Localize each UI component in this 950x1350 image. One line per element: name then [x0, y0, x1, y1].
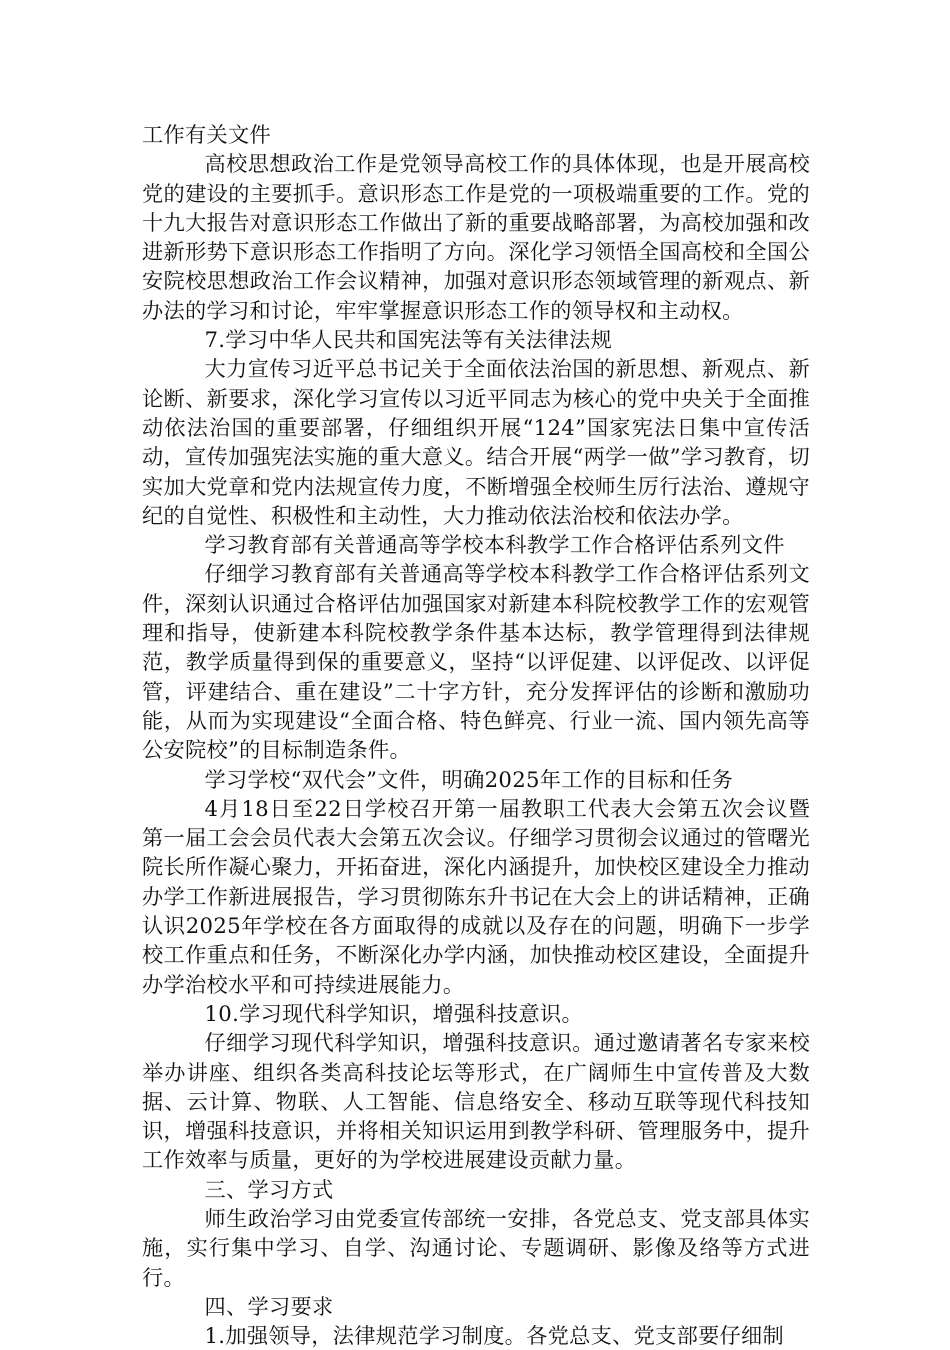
paragraph-body: 仔细学习教育部有关普通高等学校本科教学工作合格评估系列文件，深刻认识通过合格评估加强国家对新建本科院校教学工作的宏观管理和指导，使新建本科院校教学条件基本达标，教学管理得到法律规范，教学质量得到保的重要意义，坚持“以评促建、以评促改、以评促管，评建结合、重在建设”二十字方针，充分发挥评估的诊断和激励功能，从而为实现建设“全面合格、特色鲜亮、行业一流、国内领先高等公安院校”的目标制造条件。 [142, 561, 810, 763]
paragraph-body: 1.加强领导，法律规范学习制度。各党总支、党支部要仔细制 [204, 1323, 785, 1349]
section-heading: 学习教育部有关普通高等学校本科教学工作合格评估系列文件 [204, 532, 785, 558]
paragraph-continuation: 工作有关文件 [142, 122, 271, 147]
paragraph-body: 4月18日至22日学校召开第一届教职工代表大会第五次会议暨第一届工会会员代表大会第五次会议。仔细学习贯彻会议通过的管曙光院长所作凝心聚力，开拓奋进，深化内涵提升，加快校区建设全力推动办学工作新进展报告，学习贯彻陈东升书记在大会上的讲话精神，正确认识2025年学校在各方面取得的成就以及存在的问题，明确下一步学校工作重点和任务，不断深化办学内涵，加快推动校区建设，全面提升办学治校水平和可持续进展能力。 [142, 795, 810, 997]
paragraph-body: 仔细学习现代科学知识，增强科技意识。通过邀请著名专家来校举办讲座、组织各类高科技论坛等形式，在广阔师生中宣传普及大数据、云计算、物联、人工智能、信息络安全、移动互联等现代科技知识，增强科技意识，并将相关知识运用到教学科研、管理服务中，提升工作效率与质量，更好的为学校进展建设贡献力量。 [142, 1030, 810, 1173]
document-body [142, 120, 810, 1350]
paragraph-body: 高校思想政治工作是党领导高校工作的具体体现，也是开展高校党的建设的主要抓手。意识形态工作是党的一项极端重要的工作。党的十九大报告对意识形态工作做出了新的重要战略部署，为高校加强和改进新形势下意识形态工作指明了方向。深化学习领悟全国高校和全国公安院校思想政治工作会议精神，加强对意识形态领域管理的新观点、新办法的学习和讨论，牢牢掌握意识形态工作的领导权和主动权。 [142, 151, 810, 323]
paragraph-body: 师生政治学习由党委宣传部统一安排，各党总支、党支部具体实施，实行集中学习、自学、沟通讨论、专题调研、影像及络等方式进行。 [142, 1205, 810, 1290]
section-heading: 7.学习中华人民共和国宪法等有关法律法规 [204, 327, 613, 353]
section-heading: 学习学校“双代会”文件，明确2025年工作的目标和任务 [204, 766, 734, 792]
section-heading: 三、学习方式 [204, 1176, 334, 1202]
section-heading: 四、学习要求 [204, 1293, 334, 1319]
section-heading: 10.学习现代科学知识，增强科技意识。 [204, 1000, 583, 1026]
paragraph-body: 大力宣传习近平总书记关于全面依法治国的新思想、新观点、新论断、新要求，深化学习宣传以习近平同志为核心的党中央关于全面推动依法治国的重要部署，仔细组织开展“124”国家宪法日集中宣传活动，宣传加强宪法实施的重大意义。结合开展“两学一做”学习教育，切实加大党章和党内法规宣传力度，不断增强全校师生厉行法治、遵规守纪的自觉性、积极性和主动性，大力推动依法治校和依法办学。 [142, 356, 810, 528]
